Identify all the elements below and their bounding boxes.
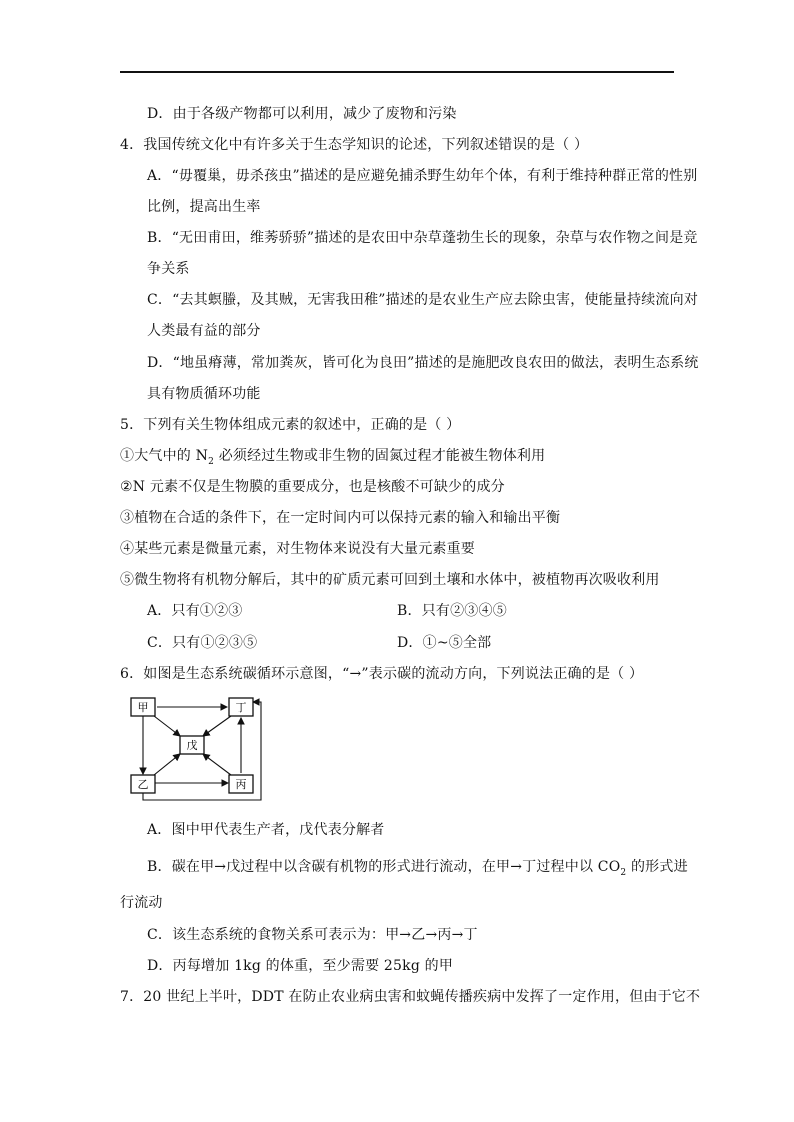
q6-option-b-line2: 行流动 <box>120 895 163 911</box>
q6-stem: 6．如图是生态系统碳循环示意图，“→”表示碳的流动方向，下列说法正确的是（ ） <box>120 666 644 682</box>
node-bing: 丙 <box>235 778 247 791</box>
arrow-yi-wu <box>154 754 180 775</box>
q6-option-b-line1 <box>147 858 688 876</box>
q5-statement-3: ③植物在合适的条件下，在一定时间内可以保持元素的输入和输出平衡 <box>120 510 561 526</box>
q7-stem: 7．20 世纪上半叶，DDT 在防止农业病虫害和蚊蝇传播疾病中发挥了一定作用，但由于它不 <box>120 989 701 1005</box>
q6-option-d: D．丙每增加 1kg 的体重，至少需要 25kg 的甲 <box>147 958 454 974</box>
q4-option-b-line1: B．“无田甫田，维莠骄骄”描述的是农田中杂草蓬勃生长的现象，杂草与农作物之间是竞 <box>147 230 698 246</box>
node-wu: 戊 <box>186 739 198 752</box>
arrow-bing-wu <box>203 754 231 775</box>
q5-option-c: C．只有①②③⑤ <box>147 635 258 651</box>
node-jia: 甲 <box>137 701 149 714</box>
q4-option-d-line1: D．“地虽瘠薄，常加粪灰，皆可化为良田”描述的是施肥改良农田的做法，表明生态系统 <box>147 355 699 371</box>
node-ding: 丁 <box>235 701 247 714</box>
q4-option-c-line1: C．“去其螟螣，及其贼，无害我田稚”描述的是农业生产应去除虫害，使能量持续流向对 <box>147 292 699 308</box>
q6-b-sub: 2 <box>620 867 627 878</box>
q5-option-a: A．只有①②③ <box>147 603 243 619</box>
q6-b-pre: B．碳在甲→戊过程中以含碳有机物的形式进行流动，在甲→丁过程中以 CO <box>147 859 621 875</box>
node-yi: 乙 <box>137 778 149 791</box>
q6-option-c: C．该生态系统的食物关系可表示为：甲→乙→丙→丁 <box>147 927 478 943</box>
q6-b-post: 的形式进 <box>626 859 688 875</box>
q5-s1-pre: ①大气中的 N <box>120 448 209 464</box>
carbon-cycle-diagram <box>127 696 267 806</box>
q3-option-d: D．由于各级产物都可以利用，减少了废物和污染 <box>147 106 457 122</box>
q4-stem: 4．我国传统文化中有许多关于生态学知识的论述，下列叙述错误的是（ ） <box>120 137 589 153</box>
q4-option-a-line2: 比例，提高出生率 <box>147 199 261 215</box>
q4-option-c-line2: 人类最有益的部分 <box>147 323 261 339</box>
q5-option-d: D．①~⑤全部 <box>397 635 492 651</box>
arrow-ding-wu <box>203 716 231 736</box>
q5-s1-post: 必须经过生物或非生物的固氮过程才能被生物体利用 <box>214 448 546 464</box>
q5-statement-1 <box>120 447 545 465</box>
q5-statement-4: ④某些元素是微量元素，对生物体来说没有大量元素重要 <box>120 541 475 557</box>
header-rule <box>120 71 674 73</box>
q6-option-a: A．图中甲代表生产者，戊代表分解者 <box>147 822 385 838</box>
arrow-jia-wu <box>154 716 180 736</box>
q4-option-d-line2: 具有物质循环功能 <box>147 386 261 402</box>
q5-stem: 5．下列有关生物体组成元素的叙述中，正确的是（ ） <box>120 417 461 433</box>
q5-s1-sub: 2 <box>208 456 215 467</box>
q5-option-b: B．只有②③④⑤ <box>397 603 507 619</box>
q5-statement-2: ②N 元素不仅是生物膜的重要成分，也是核酸不可缺少的成分 <box>120 479 505 495</box>
q5-statement-5: ⑤微生物将有机物分解后，其中的矿质元素可回到土壤和水体中，被植物再次吸收利用 <box>120 572 660 588</box>
q4-option-a-line1: A．“毋覆巢，毋杀孩虫”描述的是应避免捕杀野生幼年个体，有利于维持种群正常的性别 <box>147 168 698 184</box>
q4-option-b-line2: 争关系 <box>147 261 190 277</box>
